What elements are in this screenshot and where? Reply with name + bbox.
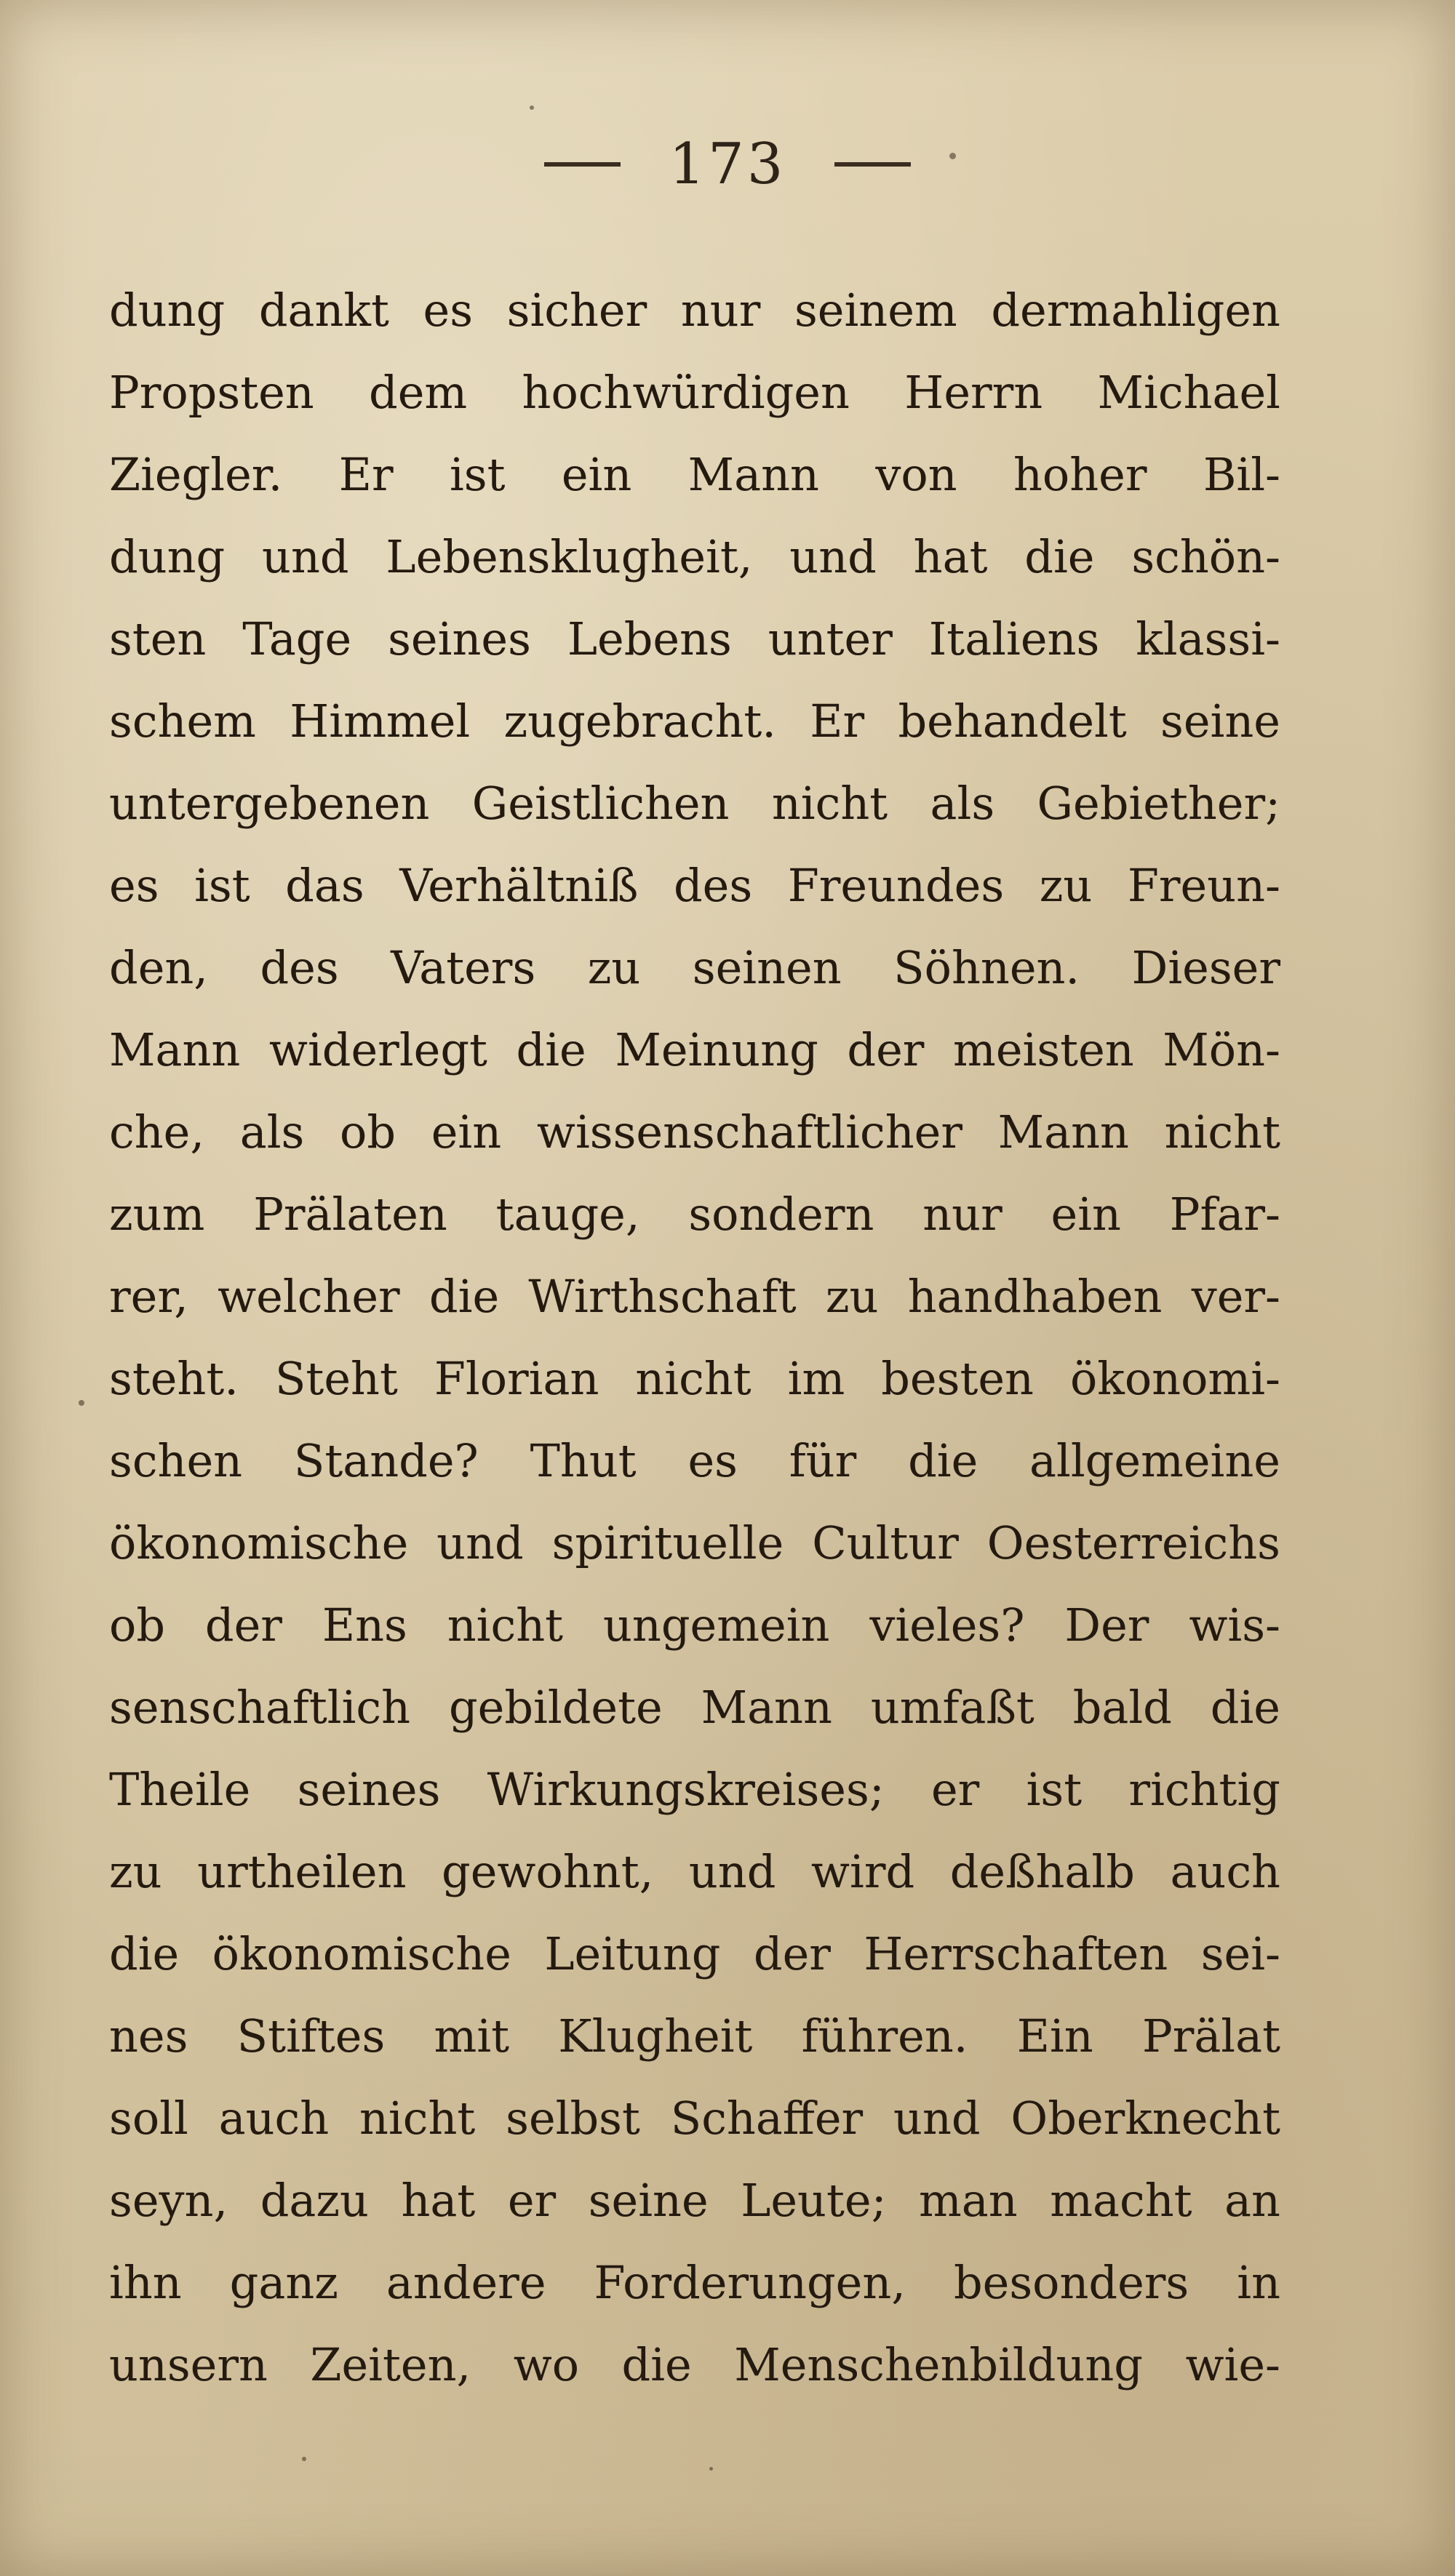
text-line: Theile seines Wirkungskreises; er ist richtig — [109, 1763, 1280, 1816]
text-line: zum Prälaten tauge, sondern nur ein Pfar- — [109, 1188, 1280, 1241]
text-line: zu urtheilen gewohnt, und wird deßhalb auch — [109, 1845, 1280, 1898]
text-line: dung und Lebensklugheit, und hat die schön- — [109, 530, 1280, 583]
paper-speck — [530, 105, 534, 110]
header-dash-right — [834, 162, 911, 167]
text-line: ob der Ens nicht ungemein vieles? Der wis- — [109, 1599, 1280, 1652]
text-line: che, als ob ein wissenschaftlicher Mann nicht — [109, 1105, 1280, 1159]
text-line: rer, welcher die Wirthschaft zu handhaben ver- — [109, 1270, 1280, 1323]
text-line: ökonomische und spirituelle Cultur Oesterreichs — [109, 1516, 1280, 1569]
body-text — [109, 269, 1280, 2406]
text-line: unsern Zeiten, wo die Menschenbildung wie- — [109, 2338, 1280, 2391]
text-line: ihn ganz andere Forderungen, besonders in — [109, 2256, 1280, 2309]
paper-speck — [709, 2467, 713, 2471]
paper-speck — [302, 2457, 306, 2461]
text-line: dung dankt es sicher nur seinem dermahligen — [109, 284, 1280, 337]
text-line: seyn, dazu hat er seine Leute; man macht an — [109, 2174, 1280, 2227]
text-line: senschaftlich gebildete Mann umfaßt bald die — [109, 1681, 1280, 1734]
page-header — [0, 127, 1455, 197]
text-line: den, des Vaters zu seinen Söhnen. Dieser — [109, 941, 1280, 994]
header-dash-left — [544, 162, 621, 167]
text-line: untergebenen Geistlichen nicht als Gebiether; — [109, 777, 1280, 830]
text-line: sten Tage seines Lebens unter Italiens klassi- — [109, 612, 1280, 665]
text-line: schen Stande? Thut es für die allgemeine — [109, 1434, 1280, 1487]
text-line: nes Stiftes mit Klugheit führen. Ein Prälat — [109, 2009, 1280, 2063]
text-line: Propsten dem hochwürdigen Herrn Michael — [109, 366, 1280, 419]
paper-speck — [949, 153, 956, 159]
text-line: die ökonomische Leitung der Herrschaften sei- — [109, 1927, 1280, 1980]
page-number: 173 — [669, 131, 786, 197]
paper-speck — [79, 1400, 84, 1406]
text-line: es ist das Verhältniß des Freundes zu Freun- — [109, 859, 1280, 912]
text-line: soll auch nicht selbst Schaffer und Oberknecht — [109, 2092, 1280, 2145]
text-line: steht. Steht Florian nicht im besten ökonomi- — [109, 1352, 1280, 1405]
text-line: Ziegler. Er ist ein Mann von hoher Bil- — [109, 448, 1280, 501]
text-line: Mann widerlegt die Meinung der meisten Mön- — [109, 1023, 1280, 1076]
text-line: schem Himmel zugebracht. Er behandelt seine — [109, 695, 1280, 748]
